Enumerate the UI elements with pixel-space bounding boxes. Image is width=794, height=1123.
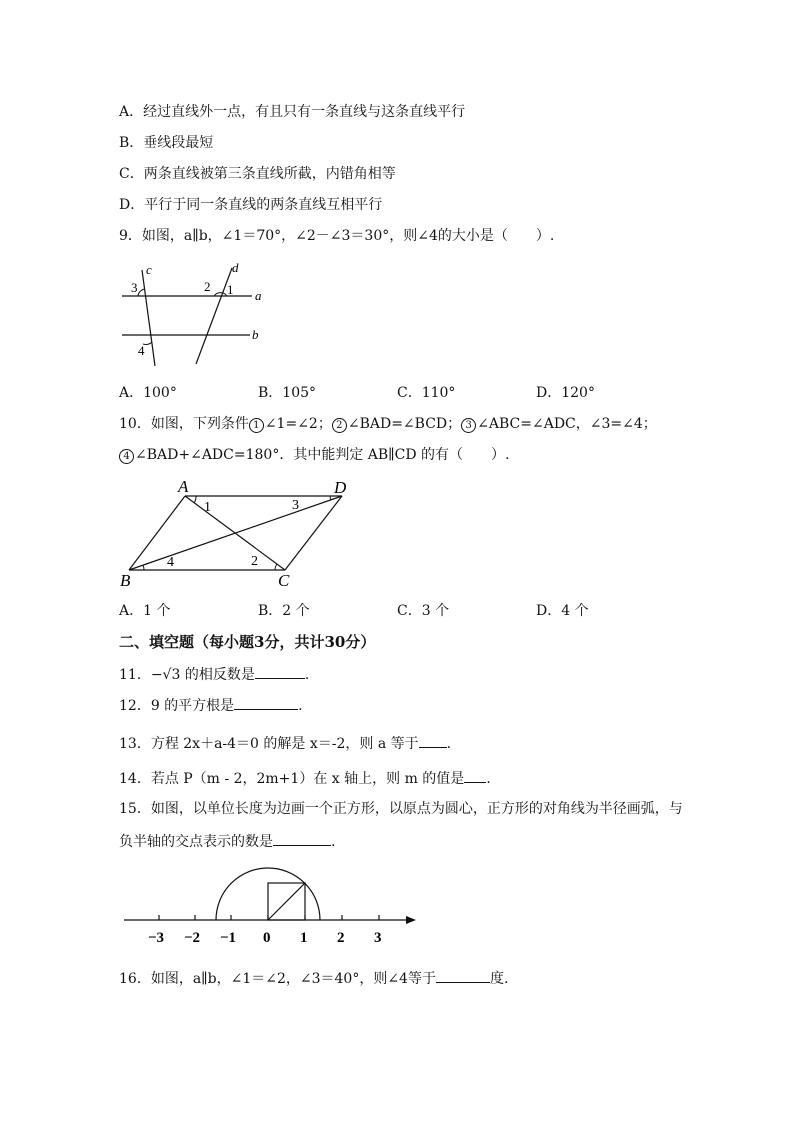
tick-label-neg2: −2 <box>184 930 201 945</box>
q16-suffix: 度. <box>489 971 509 987</box>
figure-q10 <box>115 474 360 592</box>
question-15-line-2 <box>119 831 335 851</box>
answer-blank[interactable] <box>255 664 305 679</box>
section-heading: 二、填空题（每小题3分，共计30分） <box>119 633 376 651</box>
q10-condition-3: ∠ABC=∠ADC，∠3=∠4； <box>477 416 657 432</box>
q13-text: 13．方程 2x＋a-4＝0 的解是 x＝-2，则 a 等于 <box>119 736 419 752</box>
q12-period: . <box>298 698 303 714</box>
tick-label-0: 0 <box>263 930 271 945</box>
tick-label-neg1: −1 <box>220 930 237 945</box>
q8-option-b: B．垂线段最短 <box>119 135 214 151</box>
answer-blank[interactable] <box>464 768 486 783</box>
question-12 <box>119 695 303 715</box>
tick-label-neg3: −3 <box>148 930 165 945</box>
q10-option-b: B．2 个 <box>258 603 310 619</box>
q15-text: 负半轴的交点表示的数是 <box>119 834 273 850</box>
q8-option-d: D．平行于同一条直线的两条直线互相平行 <box>119 197 383 213</box>
q12-text: 12．9 的平方根是 <box>119 698 235 714</box>
answer-blank[interactable] <box>273 831 331 846</box>
circled-3: 3 <box>461 418 476 433</box>
question-11 <box>119 664 309 684</box>
q9-option-a: A．100° <box>119 385 177 401</box>
angle-4-label: 4 <box>138 343 145 358</box>
tick-label-1: 1 <box>300 930 308 945</box>
q14-text: 14．若点 P（m - 2，2m+1）在 x 轴上，则 m 的值是 <box>119 771 465 787</box>
label-d: d <box>232 260 239 275</box>
question-16 <box>119 968 508 988</box>
answer-blank[interactable] <box>419 733 447 748</box>
q8-option-c: C．两条直线被第三条直线所截，内错角相等 <box>119 166 396 182</box>
q13-period: . <box>446 736 452 752</box>
vertex-a: A <box>178 477 189 496</box>
answer-blank[interactable] <box>234 695 298 710</box>
tick-label-3: 3 <box>374 930 382 945</box>
q10-option-a: A．1 个 <box>119 603 171 619</box>
q8-option-a: A．经过直线外一点，有且只有一条直线与这条直线平行 <box>119 104 466 120</box>
circled-2: 2 <box>332 418 347 433</box>
angle-2-label: 2 <box>251 554 258 569</box>
tick-label-2: 2 <box>337 930 345 945</box>
q10-condition-1: ∠1=∠2； <box>264 416 332 432</box>
angle-4-label: 4 <box>167 555 174 570</box>
question-10-line-2 <box>119 446 509 464</box>
vertex-b: B <box>120 571 131 590</box>
angle-1-label: 1 <box>227 282 234 297</box>
label-c: c <box>146 262 152 277</box>
q9-option-d: D．120° <box>536 385 595 401</box>
figure-q9 <box>112 258 272 370</box>
q16-text: 16．如图，a∥b，∠1＝∠2，∠3＝40°，则∠4等于 <box>119 971 436 987</box>
vertex-c: C <box>278 571 290 590</box>
question-14 <box>119 768 491 788</box>
circled-1: 1 <box>249 418 264 433</box>
q10-condition-2: ∠BAD=∠BCD； <box>347 416 462 432</box>
q10-option-d: D．4 个 <box>536 603 589 619</box>
question-10-line-1 <box>119 415 657 433</box>
q9-option-b: B．105° <box>258 385 317 401</box>
q9-option-c: C．110° <box>397 385 456 401</box>
angle-3-label: 3 <box>131 280 138 295</box>
angle-2-label: 2 <box>204 279 211 294</box>
q11-period: . <box>304 667 310 683</box>
figure-q15 <box>120 860 420 945</box>
label-a: a <box>255 288 262 303</box>
circled-4: 4 <box>119 449 134 464</box>
q15-period: . <box>331 834 336 850</box>
vertex-d: D <box>334 478 347 497</box>
q14-period: . <box>486 771 491 787</box>
question-13 <box>119 733 451 753</box>
q10-prefix: 10．如图，下列条件 <box>119 416 249 432</box>
angle-1-label: 1 <box>204 500 211 515</box>
q10-option-c: C．3 个 <box>397 603 450 619</box>
question-15-line-1: 15．如图，以单位长度为边画一个正方形，以原点为圆心，正方形的对角线为半径画弧，与 <box>119 801 683 817</box>
answer-blank[interactable] <box>436 968 490 983</box>
angle-3-label: 3 <box>292 498 299 513</box>
q11-text: 11．−√3 的相反数是 <box>119 667 255 683</box>
label-b: b <box>252 327 259 342</box>
question-9: 9．如图，a∥b，∠1＝70°，∠2－∠3＝30°，则∠4的大小是（ ）. <box>119 228 555 244</box>
q10-condition-4: ∠BAD+∠ADC=180°．其中能判定 AB∥CD 的有（ ）. <box>135 447 510 463</box>
